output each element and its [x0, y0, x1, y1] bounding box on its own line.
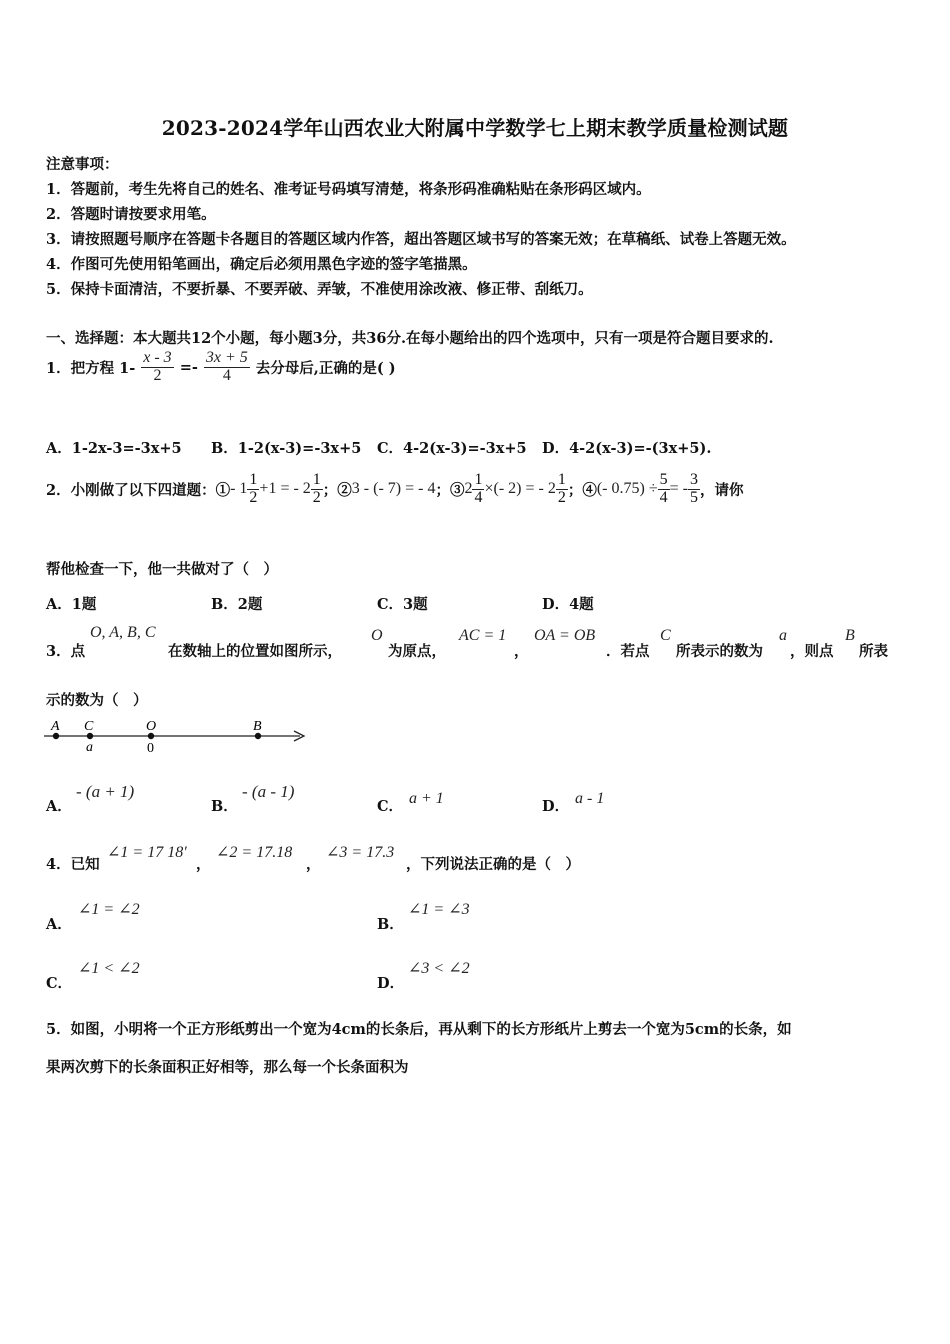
label-c-value: a — [86, 740, 93, 755]
label-o: O — [146, 719, 157, 734]
q3-points: O, A, B, C — [90, 624, 156, 641]
label-o-value: 0 — [147, 741, 154, 756]
q2-expr: ×(- 2) = - 2 — [484, 480, 556, 498]
q1-option-a: A．1-2x-3=-3x+5 — [46, 440, 182, 457]
q4-angle-1: ∠1 = 17 18′ — [107, 844, 187, 861]
q2-expr: = - — [669, 480, 688, 498]
q1-suffix: 去分母后,正确的是( ) — [255, 359, 396, 377]
q5-line1: 5．如图，小明将一个正方形纸剪出一个宽为4cm的长条后，再从剩下的长方形纸片上剪去一个宽为5cm的长条，如 — [46, 1021, 792, 1038]
q4-angle-3: ∠3 = 17.3 — [326, 844, 395, 861]
label-b: B — [253, 719, 262, 734]
q2-option-a: A．1题 — [46, 596, 97, 613]
q4-option-b-expr: ∠1 = ∠3 — [408, 901, 470, 918]
q2-expr: - 1 — [230, 480, 248, 498]
q4-comma: ， — [196, 856, 211, 873]
q2-sep: ；④ — [567, 481, 597, 499]
q2-option-d: D．4题 — [542, 596, 594, 613]
q5-line2: 果两次剪下的长条面积正好相等，那么每一个长条面积为 — [46, 1059, 409, 1076]
q3-prefix: 3．点 — [46, 643, 86, 660]
q3-option-b-expr: - (a - 1) — [242, 782, 295, 801]
q4-option-a-expr: ∠1 = ∠2 — [78, 901, 140, 918]
q1-option-c: C．4-2(x-3)=-3x+5 — [377, 440, 527, 457]
q3-text: ，则点 — [790, 643, 834, 660]
q2-expr: 2 — [464, 480, 473, 498]
q3-line2: 示的数为（ ） — [46, 692, 148, 709]
q3-text: ．若点 — [606, 643, 650, 660]
q2-expr: (- 0.75) ÷ — [596, 480, 658, 498]
q3-option-c-letter: C． — [377, 798, 404, 815]
q2-suffix: ，请你 — [699, 481, 744, 499]
q3-option-b-letter: B． — [211, 798, 238, 815]
number-line-figure — [42, 714, 312, 758]
q4-option-c-expr: ∠1 < ∠2 — [78, 960, 140, 977]
q1-prefix: 1．把方程 1- — [46, 359, 136, 377]
q2-option-b: B．2题 — [211, 596, 263, 613]
note-item: 3．请按照题号顺序在答题卡各题目的答题区域内作答，超出答题区域书写的答案无效；在草稿纸、试卷上答题无效。 — [46, 231, 796, 248]
q2-sep: ；③ — [435, 481, 465, 499]
q4-angle-2: ∠2 = 17.18 — [216, 844, 293, 861]
q1-fraction-1: $\frac{x - 3}{2}$ — [143, 349, 172, 384]
q3-option-c-expr: a + 1 — [409, 790, 444, 807]
q3-option-a-letter: A． — [46, 798, 72, 815]
q3-o: O — [371, 627, 383, 644]
q3-text: 为原点， — [388, 643, 446, 660]
note-item: 1．答题前，考生先将自己的姓名、准考证号码填写清楚，将条形码准确粘贴在条形码区域内。 — [46, 181, 651, 198]
q2-expr: +1 = - 2 — [259, 480, 311, 498]
label-a: A — [51, 719, 60, 734]
q4-option-d-expr: ∠3 < ∠2 — [408, 960, 470, 977]
q4-option-a-letter: A． — [46, 916, 72, 933]
q3-a: a — [779, 627, 787, 644]
question-1 — [46, 350, 396, 385]
q4-prefix: 4．已知 — [46, 856, 100, 873]
q1-option-d: D．4-2(x-3)=-(3x+5). — [542, 440, 712, 457]
q3-option-d-letter: D． — [542, 798, 570, 815]
q2-sep: ；② — [322, 481, 352, 499]
q3-ac: AC = 1 — [459, 627, 507, 644]
note-item: 2．答题时请按要求用笔。 — [46, 206, 216, 223]
q3-b: B — [845, 627, 855, 644]
section-heading: 一、选择题：本大题共12个小题，每小题3分，共36分.在每小题给出的四个选项中，只有一项是符合题目要求的. — [46, 330, 774, 347]
q3-text: 所表 — [859, 643, 888, 660]
q2-expr: 3 - (- 7) = - 4 — [351, 480, 436, 498]
q3-text: 在数轴上的位置如图所示， — [168, 643, 342, 660]
notes-heading: 注意事项： — [46, 156, 119, 173]
q4-option-d-letter: D． — [377, 975, 405, 992]
note-item: 4．作图可先使用铅笔画出，确定后必须用黑色字迹的签字笔描黑。 — [46, 256, 477, 273]
q1-fraction-2: $\frac{3x + 5}{4}$ — [205, 349, 248, 384]
q2-prefix: 2．小刚做了以下四道题：① — [46, 481, 231, 499]
q4-option-c-letter: C． — [46, 975, 73, 992]
label-c: C — [84, 719, 94, 734]
q4-option-b-letter: B． — [377, 916, 404, 933]
q3-option-d-expr: a - 1 — [575, 790, 605, 807]
page-title: 2023-2024学年山西农业大附属中学数学七上期末教学质量检测试题 — [161, 116, 789, 140]
q4-comma: ， — [306, 856, 321, 873]
question-2: 2．小刚做了以下四道题：① - 1 $\frac{1}{2}$ +1 = - 2 $\frac{1}{2}$ ；② 3 - (- 7) = - 4 ；③ 2 $\frac{1}{4}$ ×(- 2) = - 2 $\frac{1}{2}$ ；④ (- 0.75) ÷ $\frac{5}{4}$ = - $\frac{3}{5}$ ，请你 — [46, 471, 744, 506]
q3-text: 所表示的数为 — [676, 643, 763, 660]
q3-comma: ， — [514, 643, 529, 660]
q1-mid: =- — [179, 358, 198, 376]
q2-option-c: C．3题 — [377, 596, 428, 613]
q3-oaob: OA = OB — [534, 627, 596, 644]
note-item: 5．保持卡面清洁，不要折暴、不要弄破、弄皱，不准使用涂改液、修正带、刮纸刀。 — [46, 281, 593, 298]
q3-c: C — [660, 627, 671, 644]
q1-option-b: B．1-2(x-3)=-3x+5 — [211, 440, 362, 457]
q3-option-a-expr: - (a + 1) — [76, 782, 135, 801]
q4-suffix: ，下列说法正确的是（ ） — [406, 856, 580, 873]
q2-line2: 帮他检查一下，他一共做对了（ ） — [46, 561, 278, 578]
